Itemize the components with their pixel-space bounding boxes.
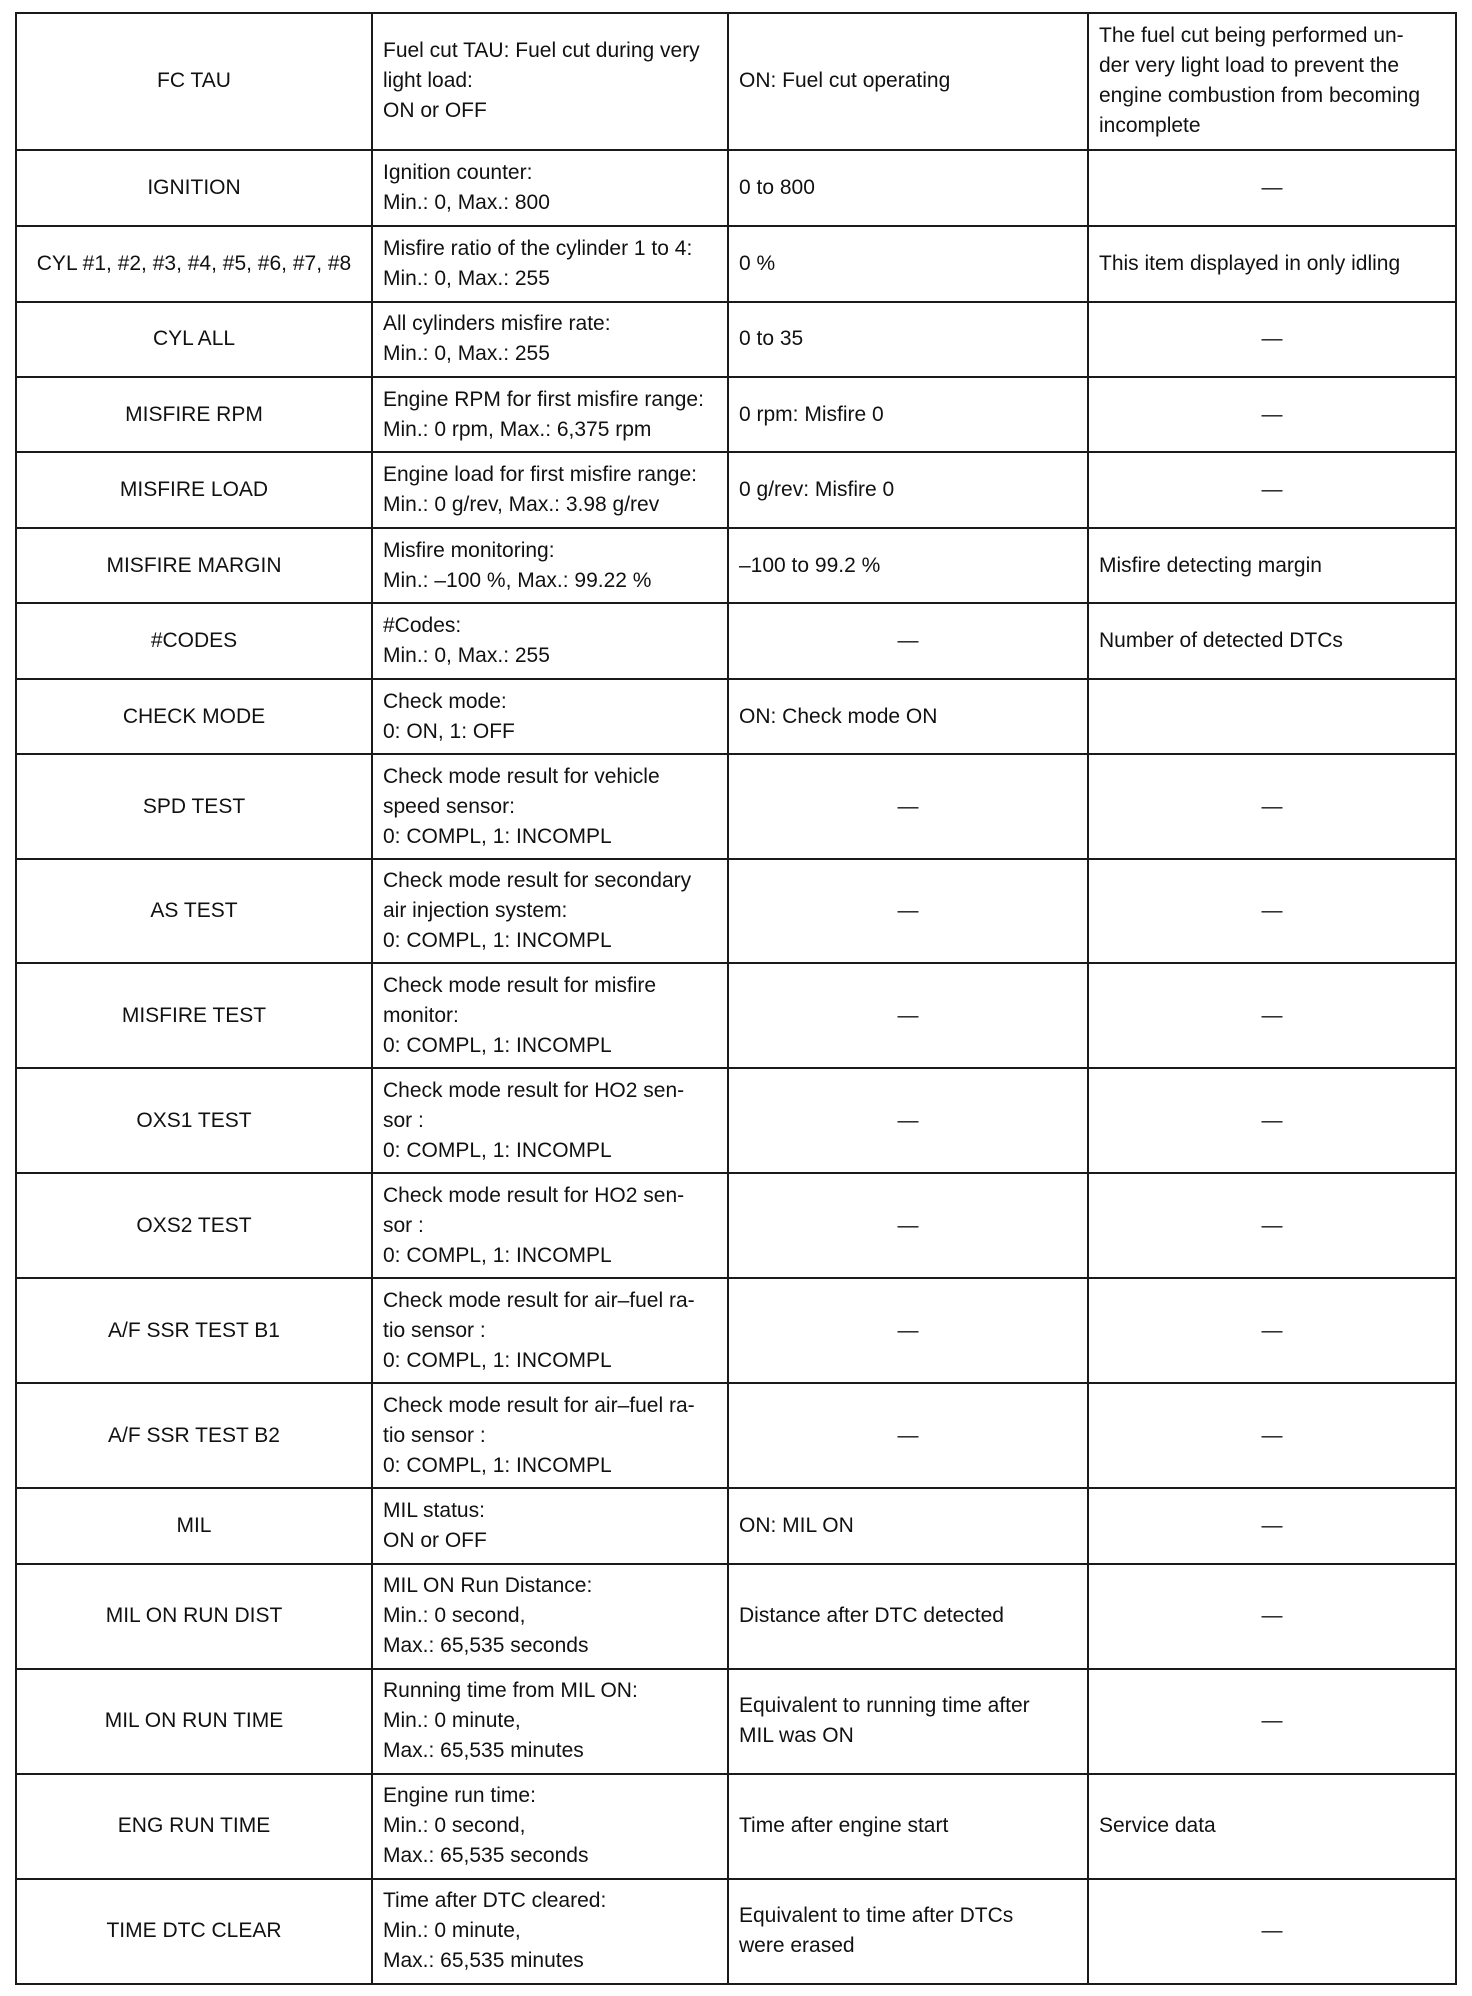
normal-condition-cell-line: —: [897, 1318, 919, 1342]
measurement-cell-line: light load:: [383, 69, 473, 93]
table-row: [16, 1383, 1456, 1488]
item-cell: [16, 1879, 372, 1984]
measurement-cell-line: MIL status:: [383, 1499, 485, 1523]
table-row: [16, 1564, 1456, 1669]
measurement-cell: [372, 150, 728, 226]
item-label: #CODES: [150, 629, 238, 653]
measurement-cell-line: 0: COMPL, 1: INCOMPL: [383, 1453, 612, 1477]
normal-condition-cell: [728, 1774, 1088, 1879]
item-label: CYL #1, #2, #3, #4, #5, #6, #7, #8: [36, 251, 352, 275]
measurement-cell-line: Max.: 65,535 seconds: [383, 1634, 589, 1658]
table-row: [16, 1774, 1456, 1879]
measurement-cell-line: 0: COMPL, 1: INCOMPL: [383, 1243, 612, 1267]
diagnostic-note-cell-line: —: [1261, 1108, 1283, 1132]
measurement-cell-line: ON or OFF: [383, 1529, 487, 1553]
normal-condition-cell-line: 0 g/rev: Misfire 0: [739, 478, 895, 502]
normal-condition-cell: [728, 603, 1088, 678]
diagnostic-note-cell: [1088, 452, 1456, 527]
item-cell: [16, 1173, 372, 1278]
diagnostic-note-cell: [1088, 859, 1456, 963]
measurement-cell-line: #Codes:: [383, 614, 462, 638]
measurement-cell-line: Min.: –100 %, Max.: 99.22 %: [383, 568, 652, 592]
table-row: [16, 1669, 1456, 1774]
diagnostic-note-cell-line: —: [1261, 1604, 1283, 1628]
normal-condition-cell: [728, 13, 1088, 150]
diagnostic-note-cell-line: —: [1261, 478, 1283, 502]
item-label: MISFIRE MARGIN: [106, 553, 282, 577]
diagnostic-note-cell: [1088, 963, 1456, 1068]
diagnostic-note-cell: [1088, 1669, 1456, 1774]
normal-condition-cell-line: were erased: [739, 1934, 855, 1958]
normal-condition-cell: [728, 1879, 1088, 1984]
measurement-cell-line: Max.: 65,535 minutes: [383, 1949, 584, 1973]
measurement-cell: [372, 13, 728, 150]
normal-condition-cell-line: ON: MIL ON: [739, 1514, 854, 1538]
diagnostic-note-cell-line: The fuel cut being performed un-: [1099, 24, 1404, 48]
diagnostic-note-cell-line: —: [1261, 794, 1283, 818]
item-cell: [16, 1564, 372, 1669]
measurement-cell: [372, 528, 728, 603]
normal-condition-cell: [728, 1488, 1088, 1563]
item-cell: [16, 1488, 372, 1563]
measurement-cell-line: Misfire monitoring:: [383, 538, 555, 562]
table-row: [16, 528, 1456, 603]
item-label: MISFIRE LOAD: [119, 478, 269, 502]
item-label: OXS1 TEST: [136, 1108, 252, 1132]
diagnostic-note-cell-line: —: [1261, 1709, 1283, 1733]
diagnostic-note-cell-line: incomplete: [1099, 114, 1201, 138]
measurement-cell-line: Engine run time:: [383, 1784, 536, 1808]
normal-condition-cell: [728, 528, 1088, 603]
item-cell: [16, 1383, 372, 1488]
measurement-cell-line: monitor:: [383, 1003, 459, 1027]
table-row: [16, 963, 1456, 1068]
measurement-cell-line: Check mode result for vehicle: [383, 764, 660, 788]
diagnostic-note-cell: [1088, 754, 1456, 859]
measurement-cell-line: Time after DTC cleared:: [383, 1889, 607, 1913]
normal-condition-cell: [728, 452, 1088, 527]
measurement-cell-line: Min.: 0 minute,: [383, 1709, 521, 1733]
normal-condition-cell-line: —: [897, 629, 919, 653]
item-cell: [16, 679, 372, 754]
measurement-cell-line: MIL ON Run Distance:: [383, 1574, 593, 1598]
normal-condition-cell: [728, 1669, 1088, 1774]
diagnostic-note-cell: [1088, 1488, 1456, 1563]
normal-condition-cell-line: —: [897, 1213, 919, 1237]
table-row: [16, 150, 1456, 226]
item-cell: [16, 963, 372, 1068]
measurement-cell-line: All cylinders misfire rate:: [383, 312, 611, 336]
diagnostic-note-cell-line: —: [1261, 1318, 1283, 1342]
diagnostic-note-cell-line: This item displayed in only idling: [1099, 251, 1401, 275]
measurement-cell-line: Min.: 0 second,: [383, 1604, 526, 1628]
measurement-cell-line: tio sensor :: [383, 1423, 486, 1447]
table-row: [16, 603, 1456, 678]
measurement-cell-line: 0: COMPL, 1: INCOMPL: [383, 929, 612, 953]
normal-condition-cell: [728, 1383, 1088, 1488]
item-label: MIL ON RUN TIME: [104, 1709, 284, 1733]
item-cell: [16, 377, 372, 452]
table-row: [16, 679, 1456, 754]
item-label: A/F SSR TEST B1: [108, 1318, 280, 1342]
normal-condition-cell: [728, 377, 1088, 452]
item-cell: [16, 1774, 372, 1879]
measurement-cell-line: Min.: 0 second,: [383, 1814, 526, 1838]
measurement-cell-line: Min.: 0 minute,: [383, 1919, 521, 1943]
measurement-cell-line: sor :: [383, 1108, 424, 1132]
item-label: CHECK MODE: [122, 704, 266, 728]
measurement-cell: [372, 1774, 728, 1879]
diagnostic-note-cell: [1088, 1173, 1456, 1278]
normal-condition-cell-line: –100 to 99.2 %: [739, 553, 881, 577]
table-row: [16, 859, 1456, 963]
normal-condition-cell-line: —: [897, 1108, 919, 1132]
normal-condition-cell: [728, 1564, 1088, 1669]
measurement-cell-line: Engine load for first misfire range:: [383, 463, 697, 487]
table-row: [16, 754, 1456, 859]
item-cell: [16, 13, 372, 150]
measurement-cell-line: Check mode result for HO2 sen-: [383, 1183, 685, 1207]
diagnostic-note-cell: [1088, 302, 1456, 377]
measurement-cell-line: sor :: [383, 1213, 424, 1237]
diagnostic-note-cell-line: —: [1261, 1423, 1283, 1447]
measurement-cell: [372, 226, 728, 301]
normal-condition-cell: [728, 302, 1088, 377]
measurement-cell-line: Check mode result for air–fuel ra-: [383, 1393, 695, 1417]
diagnostic-note-cell: [1088, 1383, 1456, 1488]
normal-condition-cell-line: Equivalent to running time after: [739, 1694, 1030, 1718]
normal-condition-cell-line: Equivalent to time after DTCs: [739, 1904, 1014, 1928]
diagnostic-note-cell-line: —: [1261, 1919, 1283, 1943]
item-label: FC TAU: [157, 69, 231, 93]
measurement-cell: [372, 1068, 728, 1173]
diagnostic-note-cell-line: —: [1261, 1213, 1283, 1237]
item-label: MISFIRE RPM: [125, 402, 263, 426]
measurement-cell: [372, 1383, 728, 1488]
diagnostic-note-cell: [1088, 377, 1456, 452]
normal-condition-cell: [728, 226, 1088, 301]
item-label: ENG RUN TIME: [117, 1814, 271, 1838]
item-label: AS TEST: [150, 899, 238, 923]
measurement-cell: [372, 1879, 728, 1984]
normal-condition-cell: [728, 150, 1088, 226]
measurement-cell-line: Min.: 0, Max.: 255: [383, 644, 550, 668]
normal-condition-cell-line: ON: Fuel cut operating: [739, 69, 951, 93]
normal-condition-cell: [728, 859, 1088, 963]
measurement-cell-line: Running time from MIL ON:: [383, 1679, 638, 1703]
normal-condition-cell: [728, 1278, 1088, 1383]
item-label: MISFIRE TEST: [121, 1003, 267, 1027]
table-body: [16, 13, 1456, 1984]
normal-condition-cell: [728, 1173, 1088, 1278]
normal-condition-cell: [728, 679, 1088, 754]
diagnostic-note-cell: [1088, 1564, 1456, 1669]
measurement-cell-line: 0: COMPL, 1: INCOMPL: [383, 1033, 612, 1057]
measurement-cell: [372, 679, 728, 754]
diagnostic-note-cell: [1088, 150, 1456, 226]
measurement-cell-line: Min.: 0, Max.: 255: [383, 342, 550, 366]
measurement-cell-line: speed sensor:: [383, 794, 515, 818]
normal-condition-cell-line: —: [897, 794, 919, 818]
table-row: [16, 1488, 1456, 1563]
item-cell: [16, 1278, 372, 1383]
normal-condition-cell: [728, 754, 1088, 859]
data-list-table: [15, 12, 1457, 1985]
measurement-cell-line: Engine RPM for first misfire range:: [383, 387, 704, 411]
measurement-cell: [372, 1278, 728, 1383]
measurement-cell-line: 0: COMPL, 1: INCOMPL: [383, 1138, 612, 1162]
data-list-table-container: [15, 12, 1455, 1985]
measurement-cell-line: Max.: 65,535 seconds: [383, 1844, 589, 1868]
diagnostic-note-cell-line: Misfire detecting margin: [1099, 553, 1322, 577]
measurement-cell-line: Min.: 0 g/rev, Max.: 3.98 g/rev: [383, 493, 660, 517]
table-row: [16, 226, 1456, 301]
diagnostic-note-cell: [1088, 679, 1456, 754]
diagnostic-note-cell: [1088, 1068, 1456, 1173]
normal-condition-cell-line: —: [897, 899, 919, 923]
item-cell: [16, 1068, 372, 1173]
measurement-cell-line: Check mode:: [383, 689, 507, 713]
measurement-cell-line: Min.: 0, Max.: 800: [383, 190, 550, 214]
measurement-cell-line: ON or OFF: [383, 99, 487, 123]
normal-condition-cell-line: —: [897, 1003, 919, 1027]
diagnostic-note-cell-line: —: [1261, 899, 1283, 923]
measurement-cell: [372, 963, 728, 1068]
item-label: OXS2 TEST: [136, 1213, 252, 1237]
measurement-cell-line: Min.: 0 rpm, Max.: 6,375 rpm: [383, 417, 652, 441]
diagnostic-note-cell-line: der very light load to prevent the: [1099, 54, 1400, 78]
diagnostic-note-cell: [1088, 13, 1456, 150]
table-row: [16, 1068, 1456, 1173]
measurement-cell-line: Max.: 65,535 minutes: [383, 1739, 584, 1763]
measurement-cell-line: Min.: 0, Max.: 255: [383, 266, 550, 290]
diagnostic-note-cell-line: —: [1261, 175, 1283, 199]
measurement-cell-line: Check mode result for HO2 sen-: [383, 1078, 685, 1102]
measurement-cell: [372, 1173, 728, 1278]
measurement-cell-line: Fuel cut TAU: Fuel cut during very: [383, 39, 700, 63]
measurement-cell-line: 0: ON, 1: OFF: [383, 719, 515, 743]
normal-condition-cell: [728, 1068, 1088, 1173]
measurement-cell-line: Check mode result for air–fuel ra-: [383, 1288, 695, 1312]
diagnostic-note-cell: [1088, 1278, 1456, 1383]
diagnostic-note-cell: [1088, 603, 1456, 678]
measurement-cell: [372, 1669, 728, 1774]
diagnostic-note-cell-line: —: [1261, 327, 1283, 351]
measurement-cell-line: Ignition counter:: [383, 160, 533, 184]
diagnostic-note-cell: [1088, 528, 1456, 603]
diagnostic-note-cell-line: —: [1261, 402, 1283, 426]
table-row: [16, 13, 1456, 150]
item-cell: [16, 150, 372, 226]
item-cell: [16, 528, 372, 603]
table-row: [16, 452, 1456, 527]
measurement-cell-line: Check mode result for secondary: [383, 869, 692, 893]
diagnostic-note-cell-line: Number of detected DTCs: [1099, 629, 1343, 653]
measurement-cell-line: tio sensor :: [383, 1318, 486, 1342]
measurement-cell: [372, 1564, 728, 1669]
diagnostic-note-cell: [1088, 1774, 1456, 1879]
normal-condition-cell-line: Distance after DTC detected: [739, 1604, 1004, 1628]
normal-condition-cell-line: 0 %: [739, 251, 776, 275]
item-cell: [16, 754, 372, 859]
measurement-cell-line: air injection system:: [383, 899, 568, 923]
measurement-cell: [372, 754, 728, 859]
item-cell: [16, 302, 372, 377]
measurement-cell: [372, 377, 728, 452]
normal-condition-cell-line: 0 rpm: Misfire 0: [739, 402, 884, 426]
item-label: MIL: [176, 1514, 212, 1538]
table-row: [16, 1173, 1456, 1278]
measurement-cell-line: 0: COMPL, 1: INCOMPL: [383, 824, 612, 848]
diagnostic-note-cell: [1088, 226, 1456, 301]
item-cell: [16, 859, 372, 963]
item-cell: [16, 452, 372, 527]
measurement-cell-line: Misfire ratio of the cylinder 1 to 4:: [383, 236, 693, 260]
normal-condition-cell-line: Time after engine start: [739, 1814, 949, 1838]
measurement-cell: [372, 859, 728, 963]
normal-condition-cell-line: ON: Check mode ON: [739, 704, 938, 728]
measurement-cell: [372, 452, 728, 527]
item-label: A/F SSR TEST B2: [108, 1423, 280, 1447]
table-row: [16, 1879, 1456, 1984]
measurement-cell: [372, 1488, 728, 1563]
measurement-cell: [372, 302, 728, 377]
diagnostic-note-cell: [1088, 1879, 1456, 1984]
item-label: SPD TEST: [142, 794, 246, 818]
normal-condition-cell-line: 0 to 800: [739, 175, 815, 199]
measurement-cell-line: 0: COMPL, 1: INCOMPL: [383, 1348, 612, 1372]
item-label: MIL ON RUN DIST: [105, 1604, 283, 1628]
measurement-cell: [372, 603, 728, 678]
normal-condition-cell: [728, 963, 1088, 1068]
item-label: TIME DTC CLEAR: [106, 1919, 282, 1943]
table-row: [16, 302, 1456, 377]
item-cell: [16, 226, 372, 301]
diagnostic-note-cell-line: engine combustion from becoming: [1099, 84, 1421, 108]
item-cell: [16, 603, 372, 678]
diagnostic-note-cell-line: —: [1261, 1514, 1283, 1538]
table-row: [16, 377, 1456, 452]
normal-condition-cell-line: 0 to 35: [739, 327, 804, 351]
normal-condition-cell-line: —: [897, 1423, 919, 1447]
measurement-cell-line: Check mode result for misfire: [383, 973, 657, 997]
normal-condition-cell-line: MIL was ON: [739, 1724, 854, 1748]
item-cell: [16, 1669, 372, 1774]
item-label: CYL ALL: [152, 327, 236, 351]
diagnostic-note-cell-line: —: [1261, 1003, 1283, 1027]
item-label: IGNITION: [147, 175, 241, 199]
table-row: [16, 1278, 1456, 1383]
diagnostic-note-cell-line: Service data: [1099, 1814, 1216, 1838]
